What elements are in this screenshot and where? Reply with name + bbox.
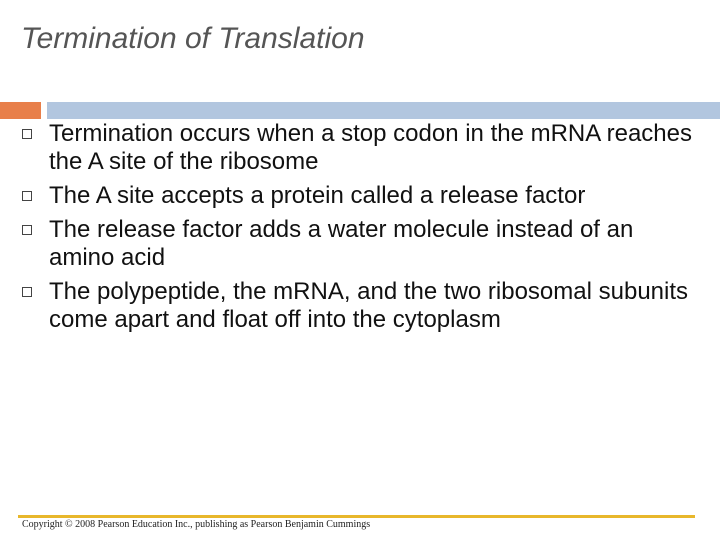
footer-divider: [18, 515, 695, 518]
square-bullet-icon: [22, 287, 32, 297]
square-bullet-icon: [22, 225, 32, 235]
bullet-item: [0, 120, 720, 176]
bullet-text: The polypeptide, the mRNA, and the two ribosomal subunits come apart and float off into the cytoplasm: [49, 278, 689, 333]
bullet-item: [0, 278, 720, 334]
bullet-list: [0, 120, 720, 340]
accent-bar-blue: [47, 102, 720, 119]
accent-bar-orange: [0, 102, 41, 119]
bullet-text: Termination occurs when a stop codon in the mRNA reaches the A site of the ribosome: [49, 120, 692, 175]
square-bullet-icon: [22, 191, 32, 201]
bullet-text: The release factor adds a water molecule instead of an amino acid: [49, 216, 634, 271]
bullet-item: [0, 182, 720, 210]
copyright-footer: Copyright © 2008 Pearson Education Inc., publishing as Pearson Benjamin Cummings: [22, 519, 371, 530]
bullet-item: [0, 216, 720, 272]
bullet-text: The A site accepts a protein called a release factor: [49, 182, 586, 209]
square-bullet-icon: [22, 129, 32, 139]
slide-title: Termination of Translation: [21, 22, 365, 55]
